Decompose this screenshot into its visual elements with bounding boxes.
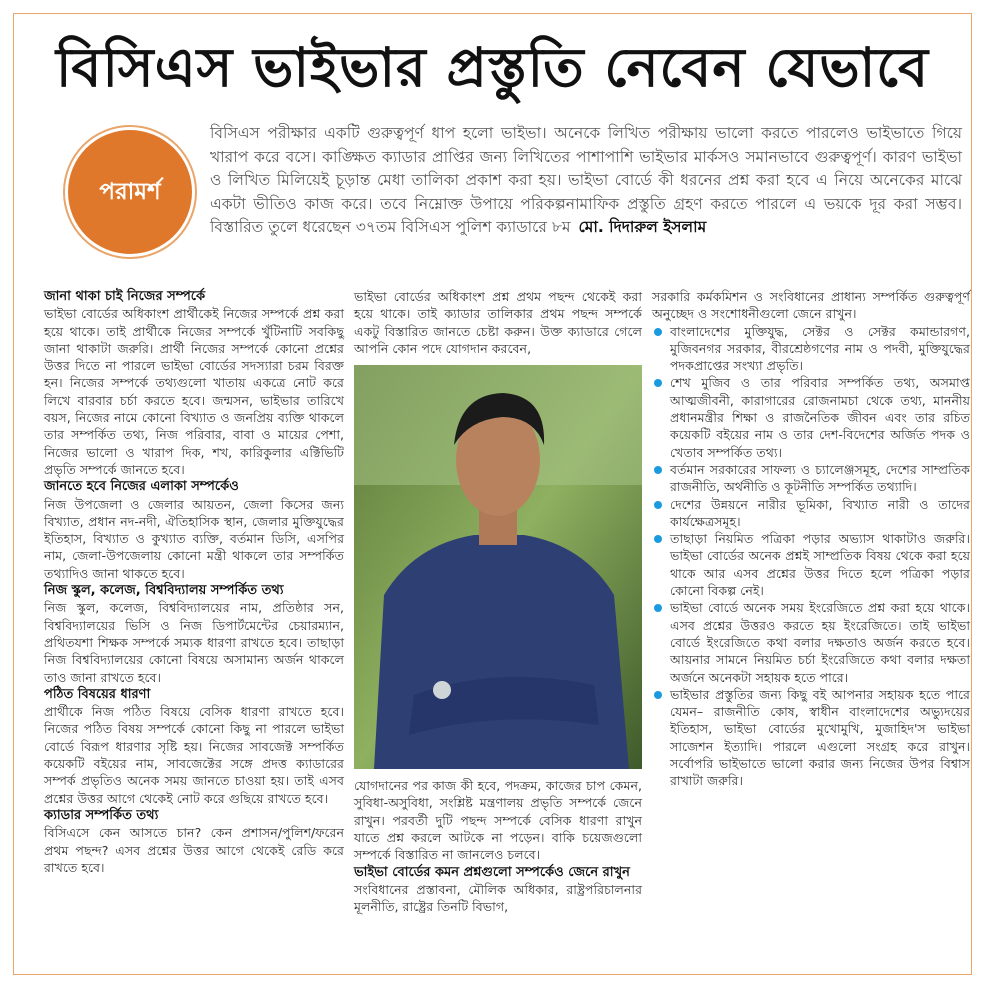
section-text: নিজ উপজেলা ও জেলার আয়তন, জেলা কিসের জন্য বিখ্যাত, প্রধান নদ-নদী, ঐতিহাসিক স্থান, জেলার মুক্তিযুদ্ধের ইতিহাস, বিখ্যাত ও কুখ্যাত ব্যক্তি, বর্তমান ডিসি, এসপির নাম, জেলা-উপজেলায় কোনো মন্ত্রী থাকলে তার সম্পর্কিত তথ্যাদিও জানা থাকতে হবে। [44, 496, 344, 581]
headline: বিসিএস ভাইভার প্রস্তুতি নেবেন যেভাবে [55, 36, 930, 99]
list-item [652, 323, 970, 375]
column-3 [652, 288, 970, 790]
bullet-icon [654, 535, 662, 543]
category-badge [68, 130, 192, 254]
section-heading: জানতে হবে নিজের এলাকা সম্পর্কেও [44, 479, 239, 495]
list-item-text: বর্তমান সরকারের সাফল্য ও চ্যালেঞ্জসমূহ, দেশের সাম্প্রতিক রাজনীতি, অর্থনীতি ও কূটনীতি সম্পর্কিত তথ্যাদি। [670, 461, 970, 495]
list-item-text: ভাইভার প্রস্তুতির জন্য কিছু বই আপনার সহায়ক হতে পারে যেমন– রাজনীতি কোষ, স্বাধীন বাংলাদেশের অভ্যুদয়ের ইতিহাস, ভাইভা বোর্ডের মুখোমুখি, মুজাহিদ'স ভাইভা সাজেশন ইত্যাদি। পারলে এগুলো সংগ্রহ করে রাখুন। সর্বোপরি ভাইভাতে ভালো করার জন্য নিজের উপর বিশ্বাস রাখাটা জরুরি। [670, 686, 970, 789]
section-heading: পঠিত বিষয়ের ধারণা [44, 686, 151, 702]
column-2 [354, 288, 642, 916]
list-item [652, 461, 970, 496]
column-1 [44, 288, 344, 876]
section-text: যোগদানের পর কাজ কী হবে, পদক্রম, কাজের চাপ কেমন, সুবিধা-অসুবিধা, সংশ্লিষ্ট মন্ত্রণালয় প্রভৃতি সম্পর্কে জেনে রাখুন। পরবর্তী দুটি পছন্দ সম্পর্কে বেসিক ধারণা রাখুন যাতে প্রশ্ন করলে আটকে না পড়েন। বাকি চয়েজগুলো সম্পর্কে বিস্তারিত না জানলেও চলবে। [354, 778, 642, 863]
intro-paragraph [210, 122, 962, 240]
bullet-icon [654, 501, 662, 509]
section-heading: জানা থাকা চাই নিজের সম্পর্কে [44, 289, 206, 304]
bullet-icon [654, 466, 662, 474]
section-text: নিজ স্কুল, কলেজ, বিশ্ববিদ্যালয়ের নাম, প্রতিষ্ঠার সন, বিশ্ববিদ্যালয়ের ভিসি ও নিজ ডিপার্টমেন্টের চেয়ারম্যান, প্রথিতযশা শিক্ষক সম্পর্কে সম্যক ধারণা রাখতে হবে। তাছাড়া নিজ বিশ্ববিদ্যালয়ের কোনো বিষয়ে অসামান্য অর্জন থাকলে তাও জানা রাখতে হবে। [44, 600, 344, 685]
section-heading: ভাইভা বোর্ডের কমন প্রশ্নগুলো সম্পর্কেও জেনে রাখুন [354, 864, 630, 880]
bullet-icon [654, 328, 662, 336]
bullet-icon [654, 604, 662, 612]
section-text: সরকারি কর্মকমিশন ও সংবিধানের প্রাধান্য সম্পর্কিত গুরুত্বপূর্ণ অনুচ্ছেদ ও সংশোধনীগুলো জেনে রাখুন। [652, 289, 970, 322]
section-text: বিসিএসে কেন আসতে চান? কেন প্রশাসন/পুলিশ/ফরেন প্রথম পছন্দ? এসব প্রশ্নের উত্তর আগে থেকেই রেডি করে রাখতে হবে। [44, 825, 344, 875]
section-text: প্রার্থীকে নিজ পঠিত বিষয়ে বেসিক ধারণা রাখতে হবে। নিজের পঠিত বিষয় সম্পর্কে কোনো কিছু না পারলে ভাইভা বোর্ডে বিরূপ ধারণার সৃষ্টি হয়। নিজের সাবজেক্ট সম্পর্কিত কয়েকটি বইয়ের নাম, সাবজেক্টের সঙ্গে প্রদত্ত ক্যাডারের সম্পর্ক প্রভৃতিও অনেক সময় জানতে চাওয়া হয়। তাই এসব প্রশ্নের উত্তর আগে থেকেই নোট করে গুছিয়ে রাখতে হবে। [44, 704, 344, 806]
section-text: ভাইভা বোর্ডের অধিকাংশ প্রার্থীকেই নিজের সম্পর্কে প্রশ্ন করা হয়ে থাকে। তাই প্রার্থীকে নিজের সম্পর্কে খুঁটিনাটি সবকিছু জানা থাকাটা জরুরি। প্রার্থী নিজের সম্পর্কে কোনো প্রশ্নের উত্তর দিতে না পারলে ভাইভা বোর্ডের সদস্যারা চরম বিরক্ত হন। নিজের সম্পর্কে তথ্যগুলো খাতায় একত্রে নোট করে লিখে বারবার চর্চা করতে হবে। জন্মসন, ভাইভার তারিখে বয়স, নিজের নামে কোনো বিখ্যাত ও জনপ্রিয় ব্যক্তি থাকলে তার সম্পর্কিত তথ্য, নিজ পরিবার, বাবা ও মায়ের পেশা, নিজের ভালো ও খারাপ দিক, শখ, কারিকুলার এক্টিভিটি প্রভৃতি সম্পর্কে জানতে হবে। [44, 306, 344, 477]
section-heading: ক্যাডার সম্পর্কিত তথ্য [44, 807, 159, 823]
list-item [652, 686, 970, 790]
list-item-text: বাংলাদেশের মুক্তিযুদ্ধ, সেক্টর ও সেক্টর কমান্ডারগণ, মুজিবনগর সরকার, বীরশ্রেষ্ঠগণের নাম ও পদবী, মুক্তিযুদ্ধের পদকপ্রাপ্তের সংখ্যা প্রভৃতি। [670, 323, 970, 374]
author-name: মো. দিদারুল ইসলাম [578, 218, 707, 236]
list-item-text: তাছাড়া নিয়মিত পত্রিকা পড়ার অভ্যাস থাকাটাও জরুরি। ভাইভা বোর্ডের অনেক প্রশ্নই সাম্প্রতিক বিষয় থেকে করা হয়ে থাকে আর এসব প্রশ্নের উত্তর দিতে হলে পত্রিকা পড়ার কোনো বিকল্প নেই। [670, 531, 970, 599]
list-item [652, 530, 970, 599]
intro-text: বিসিএস পরীক্ষার একটি গুরুত্বপূর্ণ ধাপ হলো ভাইভা। অনেকে লিখিত পরীক্ষায় ভালো করতে পারলেও ভাইভাতে গিয়ে খারাপ করে বসে। কাঙ্ক্ষিত ক্যাডার প্রাপ্তির জন্য লিখিতের পাশাপাশি ভাইভার মার্কসও সমানভাবে গুরুত্বপূর্ণ। কারণ ভাইভা ও লিখিত মিলিয়েই চূড়ান্ত মেধা তালিকা প্রকাশ করা হয়। ভাইভা বোর্ডে কী ধরনের প্রশ্ন করা হবে এ নিয়ে অনেকের মাঝে একটা ভীতিও কাজ করে। তবে নিম্নোক্ত উপায়ে পরিকল্পনামাফিক প্রস্তুতি গ্রহণ করতে পারলে এ ভয়কে দূর করা সম্ভব। বিস্তারিত তুলে ধরেছেন ৩৭তম বিসিএস পুলিশ ক্যাডারে ৮ম [210, 124, 962, 236]
tips-list [652, 323, 970, 790]
section-heading: নিজ স্কুল, কলেজ, বিশ্ববিদ্যালয় সম্পর্কিত তথ্য [44, 583, 284, 599]
list-item-text: ভাইভা বোর্ডে অনেক সময় ইংরেজিতে প্রশ্ন করা হয়ে থাকে। এসব প্রশ্নের উত্তরও করতে হয় ইংরেজিতে। তাই ভাইভা বোর্ডে ইংরেজিতে কথা বলার দক্ষতাও অর্জন করতে হবে। আয়নার সামনে নিয়মিত চর্চা ইংরেজিতে কথা বলার দক্ষতা অর্জনে অনেকটা সহায়ক হতে পারে। [670, 600, 970, 685]
author-photo [354, 365, 642, 769]
badge-label: পরামর্শ [99, 178, 161, 205]
bullet-icon [654, 379, 662, 387]
list-item-text: শেখ মুজিব ও তার পরিবার সম্পর্কিত তথ্য, অসমাপ্ত আত্মজীবনী, কারাগারের রোজনামচা থেকে তথ্য, মাননীয় প্রধানমন্ত্রীর শিক্ষা ও রাজনৈতিক জীবন এবং তার রচিত কয়েকটি বইয়ের নাম ও তার দেশ-বিদেশের অর্জিত পদক ও খেতাব সম্পর্কিত তথ্য। [670, 375, 970, 460]
section-text: ভাইভা বোর্ডের অধিকাংশ প্রশ্ন প্রথম পছন্দ থেকেই করা হয়ে থাকে। তাই ক্যাডার তালিকার প্রথম পছন্দ সম্পর্কে একটু বিস্তারিত জানতে চেষ্টা করুন। উক্ত ক্যাডারে গেলে আপনি কোন পদে যোগদান করবেন, [354, 289, 642, 356]
bullet-icon [654, 691, 662, 699]
list-item [652, 374, 970, 460]
section-text: সংবিধানের প্রস্তাবনা, মৌলিক অধিকার, রাষ্ট্রপরিচালনার মূলনীতি, রাষ্ট্রের তিনটি বিভাগ, [354, 881, 642, 915]
list-item [652, 496, 970, 531]
list-item-text: দেশের উন্নয়নে নারীর ভূমিকা, বিখ্যাত নারী ও তাদের কার্যক্ষেত্রসমূহ। [670, 496, 970, 529]
list-item [652, 599, 970, 685]
